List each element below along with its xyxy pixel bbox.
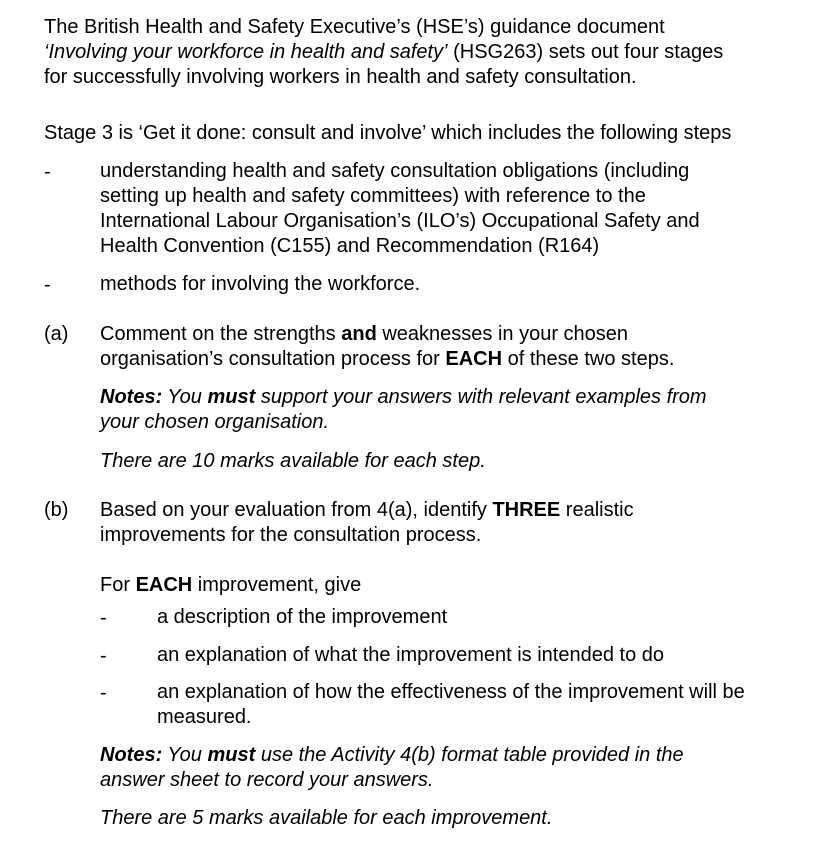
step-text-line: understanding health and safety consultation obligations (including — [100, 160, 690, 182]
step-text-line: International Labour Organisation’s (ILO’s) Occupational Safety and — [100, 210, 700, 232]
text-run: of these two steps. — [502, 348, 675, 370]
emphasis-and: and — [341, 323, 377, 345]
text-run: realistic — [560, 499, 634, 521]
intro-line-2 — [44, 40, 723, 65]
emphasis-each: EACH — [445, 348, 503, 370]
bullet-dash: - — [100, 682, 107, 704]
text-run: You — [162, 744, 208, 766]
improvement-text-line: an explanation of how the effectiveness of the improvement will be — [157, 681, 745, 703]
emphasis-must: must — [207, 386, 256, 408]
improvement-text-line: a description of the improvement — [157, 606, 448, 628]
text-run: weaknesses in your chosen — [376, 323, 629, 345]
bullet-dash: - — [100, 607, 107, 629]
step-text-line: methods for involving the workforce. — [100, 273, 421, 295]
notes-label: Notes: — [100, 386, 163, 408]
document-title: ‘Involving your workforce in health and safety’ — [44, 41, 448, 63]
text-run: Based on your evaluation from 4(a), identify — [100, 499, 493, 521]
part-b-notes-line-1 — [100, 743, 684, 768]
emphasis-each: EACH — [135, 574, 193, 596]
intro-line-3: for successfully involving workers in health and safety consultation. — [44, 66, 637, 88]
bullet-dash: - — [100, 645, 107, 667]
emphasis-must: must — [207, 744, 256, 766]
part-a-notes-line-2: your chosen organisation. — [100, 411, 330, 433]
bullet-dash: - — [44, 274, 51, 296]
part-a-marks: There are 10 marks available for each step. — [100, 450, 486, 472]
text-run: You — [162, 386, 208, 408]
bullet-dash: - — [44, 161, 51, 183]
notes-label: Notes: — [100, 744, 163, 766]
part-a-notes-line-1 — [100, 385, 707, 410]
part-b-notes-line-2: answer sheet to record your answers. — [100, 769, 434, 791]
part-a-line-1 — [100, 322, 628, 347]
document-reference: (HSG263) sets out four stages — [447, 41, 724, 63]
part-b-marks: There are 5 marks available for each improvement. — [100, 807, 553, 829]
step-text-line: Health Convention (C155) and Recommendation (R164) — [100, 235, 600, 257]
text-run: organisation’s consultation process for — [100, 348, 446, 370]
text-run: use the Activity 4(b) format table provided in the — [255, 744, 684, 766]
improvement-text-line: an explanation of what the improvement is intended to do — [157, 644, 664, 666]
emphasis-three: THREE — [492, 499, 561, 521]
text-run: support your answers with relevant examples from — [255, 386, 707, 408]
step-text-line: setting up health and safety committees) with reference to the — [100, 185, 646, 207]
part-b-label: (b) — [44, 499, 69, 521]
part-b-line-1 — [100, 498, 634, 523]
stage-heading: Stage 3 is ‘Get it done: consult and involve’ which includes the following steps — [44, 122, 732, 144]
text-run: improvement, give — [192, 574, 362, 596]
part-a-label: (a) — [44, 323, 69, 345]
part-b-line-2: improvements for the consultation process. — [100, 524, 482, 546]
improvement-text-line: measured. — [157, 706, 252, 728]
part-a-line-2 — [100, 347, 674, 372]
text-run: Comment on the strengths — [100, 323, 342, 345]
text-run: For — [100, 574, 136, 596]
intro-line-1: The British Health and Safety Executive’s (HSE’s) guidance document — [44, 16, 665, 38]
part-b-for-each — [100, 573, 361, 598]
